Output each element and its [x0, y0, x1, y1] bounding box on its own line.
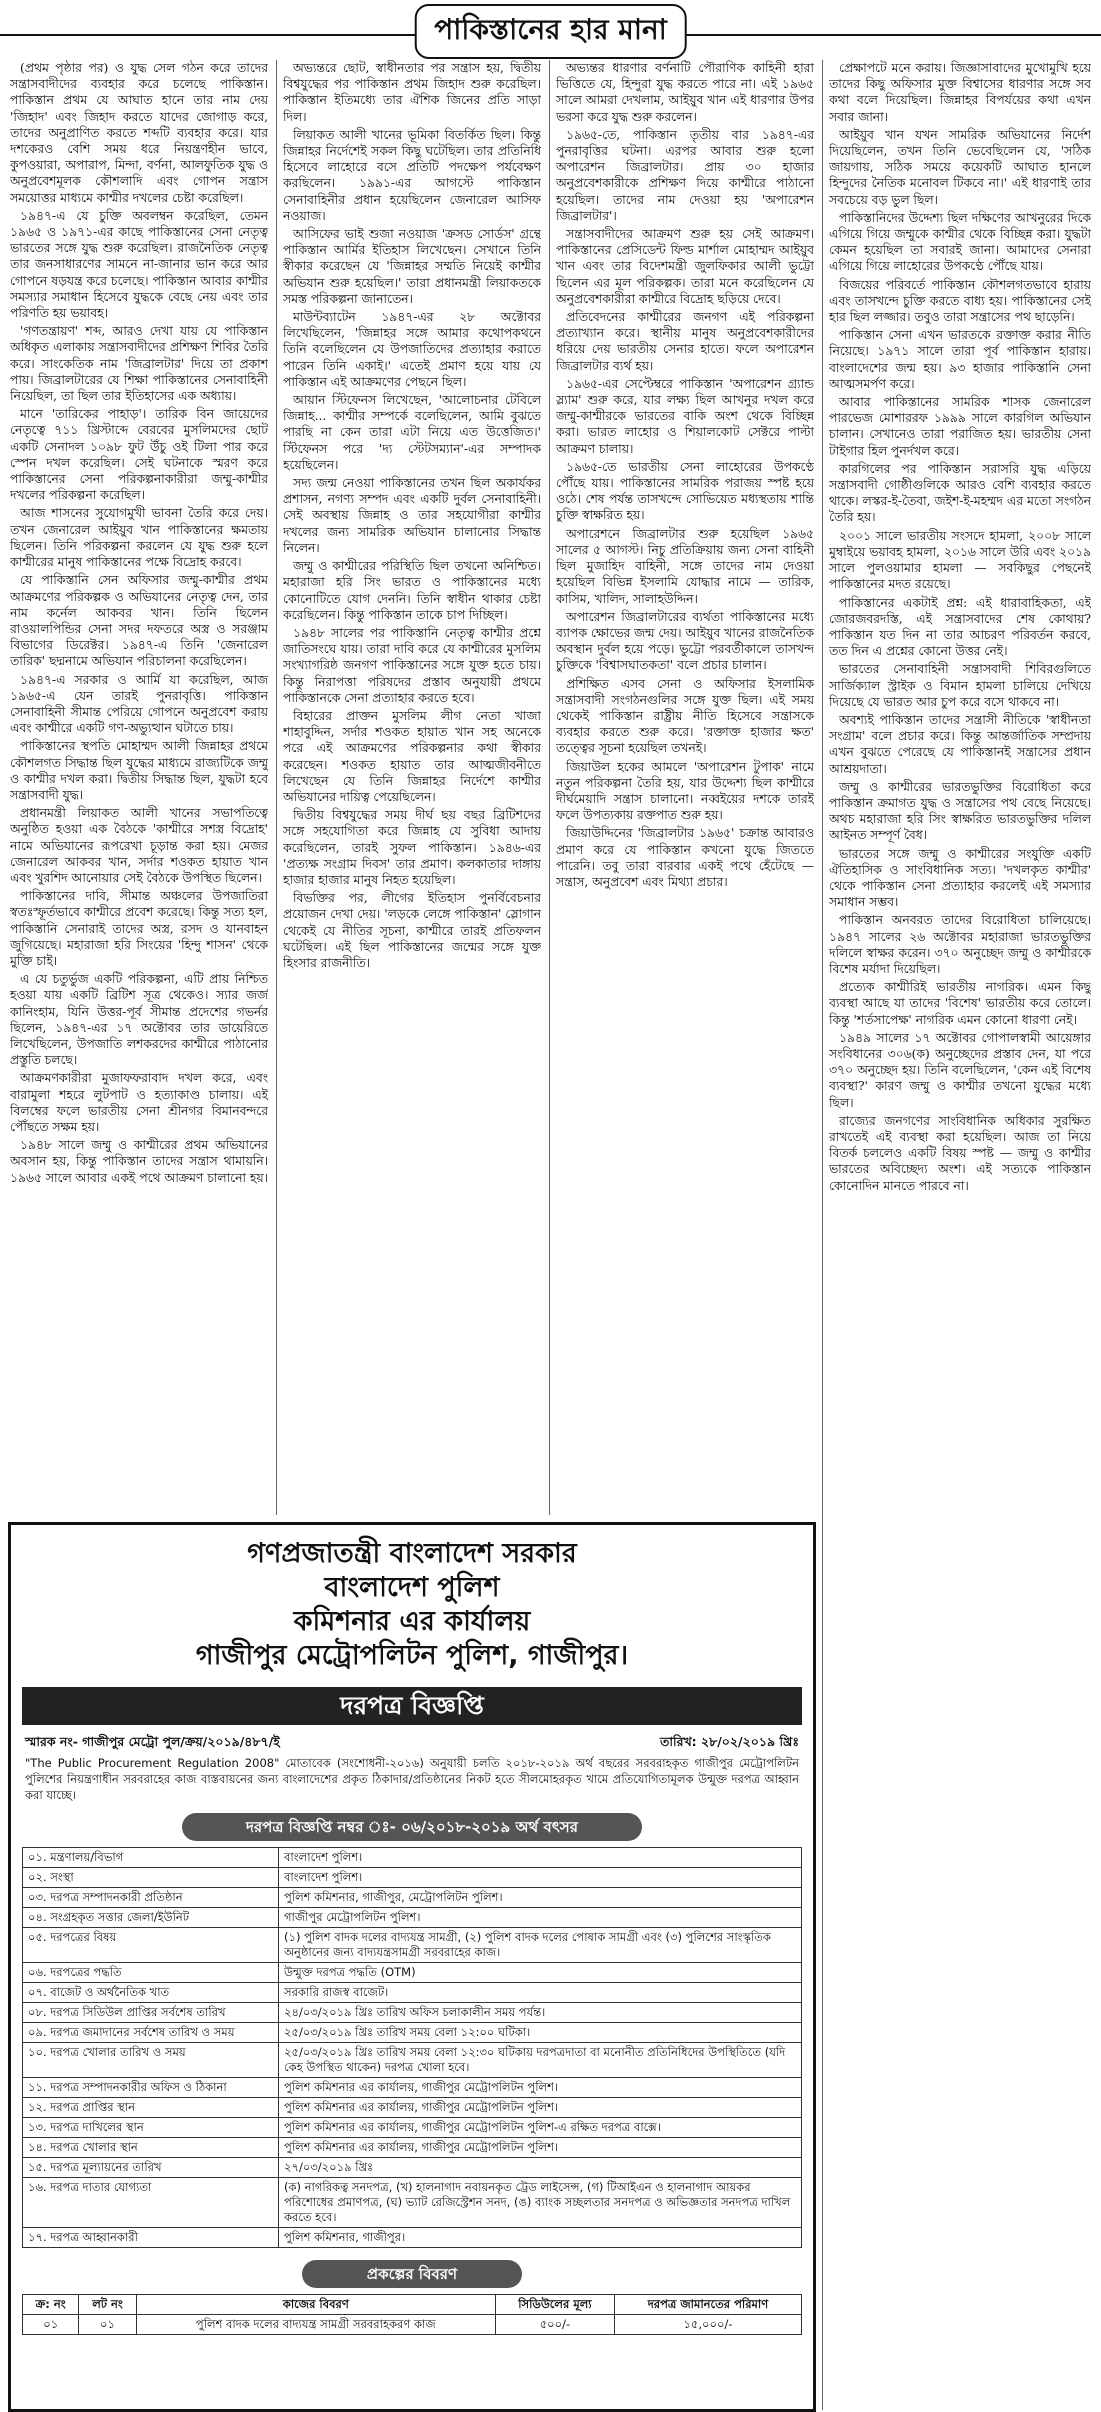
tender-details-table [22, 1847, 802, 2248]
article-paragraph: পাকিস্তান সেনা এখন ভারতকে রক্তাক্ত করার নীতি নিয়েছে। ১৯৭১ সালে তারা পূর্ব পাকিস্তান হারায়। বাংলাদেশের জন্ম হয়। ৯৩ হাজার পাকিস্তানি সেনা আত্মসমর্পণ করে। [829, 328, 1091, 391]
column-header: সিডিউলের মূল্য [495, 2295, 614, 2315]
row-value: পুলিশ কমিশনার এর কার্যালয়, গাজীপুর মেট্রোপলিটন পুলিশ। [279, 2078, 802, 2098]
table-row [23, 1908, 802, 1928]
table-row [23, 1848, 802, 1868]
article-paragraph: রাজ্যের জনগণের সাংবিধানিক অধিকার সুরক্ষিত রাখতেই এই ব্যবস্থা করা হয়েছিল। আজ তা নিয়ে বিতর্ক চললেও একটি বিষয় স্পষ্ট — জম্মু ও কাশ্মীর ভারতের অবিচ্ছেদ্য অংশ। এই সত্যকে পাকিস্তান কোনোদিন মানতে পারবে না। [829, 1113, 1091, 1193]
article-paragraph: আজ শাসনের সুযোগমুখী ভাবনা তৈরি করে দেয়। তখন জেনারেল আইয়ুব খান পাকিস্তানের ক্ষমতায় ছিলেন। তিনি পরিকল্পনা করলেন যে যুদ্ধ শুরু হলে কাশ্মীরের মানুষ পাকিস্তানের পক্ষে বিদ্রোহ করবে। [10, 506, 268, 570]
article-paragraph: জিয়াউল হকের আমলে 'অপারেশন টুপাক' নামে নতুন পরিকল্পনা তৈরি হয়, যার উদ্দেশ্য ছিল কাশ্মীরে দীর্ঘমেয়াদি সন্ত্রাস চালানো। নব্বইয়ের দশকে তারই ফলে উপত্যকায় রক্তপাত শুরু হয়। [556, 759, 814, 823]
page-title: পাকিস্তানের হার মানা [414, 4, 687, 59]
row-value: পুলিশ কমিশনার এর কার্যালয়, গাজীপুর মেট্রোপলিটন পুলিশ-এ রক্ষিত দরপত্র বাক্সে। [279, 2118, 802, 2138]
article-paragraph: সদ্য জন্ম নেওয়া পাকিস্তানের তখন ছিল অকার্যকর প্রশাসন, নগণ্য সম্পদ এবং একটি দুর্বল সেনাবাহিনী। সেই অবস্থায় জিন্নাহ ও তার সহযোগীরা কাশ্মীর দখলের জন্য সামরিক অভিযান চালানোর সিদ্ধান্ত নিলেন। [283, 476, 541, 555]
table-cell: ১৫,০০০/- [614, 2315, 801, 2335]
article-paragraph: ১৯৪৭-এ সরকার ও আর্মি যা করেছিল, আজ ১৯৬৫-এ যেন তারই পুনরাবৃত্তি। পাকিস্তান সেনাবাহিনী সীমান্ত পেরিয়ে গোপনে অনুপ্রবেশ করায় এবং কাশ্মীরে একটি গণ-অভ্যুত্থান ঘটাতে চায়। [10, 672, 268, 736]
notice-banner: দরপত্র বিজ্ঞপ্তি [22, 1687, 802, 1725]
article-paragraph: ২০০১ সালে ভারতীয় সংসদে হামলা, ২০০৮ সালে মুম্বাইয়ে ভয়াবহ হামলা, ২০১৬ সালে উরি এবং ২০১৯ সালে পুলওয়ামার হামলা — সবকিছুর পেছনেই পাকিস্তানের মদত রয়েছে। [829, 528, 1091, 592]
column-divider [822, 60, 823, 2410]
article-paragraph: অভ্যন্তর ধারণার বর্ণনাটি পৌরাণিক কাহিনী হারা ভিত্তিতে যে, হিন্দুরা যুদ্ধ করতে পারে না। এই ১৯৬৫ সালে আমরা দেখলাম, আইয়ুব খান এই ধারণার উপর ভরসা করে যুদ্ধ শুরু করলেন। [556, 61, 814, 124]
notice-number: দরপত্র বিজ্ঞপ্তি নম্বর ঃ- ০৬/২০১৮-২০১৯ অর্থ বৎসর [182, 1813, 642, 1841]
article-paragraph: ১৯৬৫-এর সেপ্টেম্বরে পাকিস্তান 'অপারেশন গ্র্যান্ড স্ল্যাম' শুরু করে, যার লক্ষ্য ছিল আখনুর দখল করে জম্মু-কাশ্মীরকে ভারতের বাকি অংশ থেকে বিচ্ছিন্ন করা। ভারত লাহোর ও শিয়ালকোট সেক্টরে পাল্টা আক্রমণ চালায়। [556, 376, 814, 456]
article-paragraph: ১৯৪৮ সালের পর পাকিস্তানি নেতৃত্ব কাশ্মীর প্রশ্নে জাতিসংঘে যায়। তারা দাবি করে যে কাশ্মীরের মুসলিম সংখ্যাগরিষ্ঠ জনগণ পাকিস্তানের সঙ্গে যুক্ত হতে চায়। কিন্তু নিরাপত্তা পরিষদের প্রস্তাব অনুযায়ী প্রথমে পাকিস্তানকে সেনা প্রত্যাহার করতে হবে। [283, 625, 541, 705]
column-header: ক্র: নং [23, 2295, 79, 2315]
article-column-4 [829, 60, 1091, 2410]
table-row [23, 2158, 802, 2178]
article-paragraph: ১৯৪৯ সালের ১৭ অক্টোবর গোপালস্বামী আয়েঙ্গার সংবিধানের ৩০৬(ক) অনুচ্ছেদের প্রস্তাব দেন, যা পরে ৩৭০ অনুচ্ছেদ হয়। তিনি বলেছিলেন, 'কেন এই বিশেষ ব্যবস্থা?' কারণ জম্মু ও কাশ্মীর তখনো যুদ্ধের মধ্যে ছিল। [829, 1030, 1091, 1110]
row-label: ১২. দরপত্র প্রাপ্তির স্থান [23, 2098, 279, 2118]
table-row [23, 1928, 802, 1963]
table-row [23, 2098, 802, 2118]
article-paragraph: পাকিস্তানিদের উদ্দেশ্য ছিল দক্ষিণের আখনুরের দিকে এগিয়ে গিয়ে জম্মুকে কাশ্মীর থেকে বিচ্ছিন্ন করা। যুদ্ধটা কেমন হয়েছিল তা সবারই জানা। আমাদের সেনারা এগিয়ে গিয়ে লাহোরের উপকণ্ঠে পৌঁছে যায়। [829, 210, 1091, 274]
article-paragraph: জম্মু ও কাশ্মীরের পরিস্থিতি ছিল তখনো অনিশ্চিত। মহারাজা হরি সিং ভারত ও পাকিস্তানের মধ্যে কোনোটিতে যোগ দেননি। তিনি স্বাধীন থাকার চেষ্টা করেছিলেন। কিন্তু পাকিস্তান তাকে চাপ দিচ্ছিল। [283, 559, 541, 622]
row-value: গাজীপুর মেট্রোপলিটন পুলিশ। [279, 1908, 802, 1928]
row-label: ১৩. দরপত্র দাখিলের স্থান [23, 2118, 279, 2138]
row-value: উন্মুক্ত দরপত্র পদ্ধতি (OTM) [279, 1963, 802, 1983]
row-value: বাংলাদেশ পুলিশ। [279, 1868, 802, 1888]
notice-address: গাজীপুর মেট্রোপলিটন পুলিশ, গাজীপুর। [195, 1640, 629, 1671]
article-paragraph: ১৯৬৫-তে, পাকিস্তান তৃতীয় বার ১৯৪৭-এর পুনরাবৃত্তির ঘটনা। এরপর আবার শুরু হলো অপারেশন জিব্রালটার। প্রায় ৩০ হাজার অনুপ্রবেশকারীকে প্রশিক্ষণ দিয়ে কাশ্মীরে পাঠানো হয়েছিল। তাদের নাম দেওয়া হয় 'অপারেশন জিব্রালটার'। [556, 127, 814, 223]
row-label: ০২. সংস্থা [23, 1868, 279, 1888]
notice-intro: "The Public Procurement Regulation 2008" মোতাবেক (সংশোধনী-২০১৬) অনুযায়ী চলতি ২০১৮-২০১৯ অর্থ বছরের সরবরাহকৃত গাজীপুর মেট্রোপলিটন পুলিশের নিয়ন্ত্রণাধীন সরবরাহের কাজ বাস্তবায়নের জন্য বাংলাদেশের প্রকৃত ঠিকাদার/প্রতিষ্ঠানের নিকট হতে সীলমোহরকৃত খামে প্রতিযোগিতামূলক উন্মুক্ত দরপত্র আহ্বান করা যাচ্ছে। [25, 1756, 799, 1802]
article-paragraph: ভারতের সঙ্গে জম্মু ও কাশ্মীরের সংযুক্তি একটি ঐতিহাসিক ও সাংবিধানিক সত্য। 'দখলকৃত কাশ্মীর' থেকে পাকিস্তান সেনা প্রত্যাহার করলেই এই সমস্যার সমাধান সম্ভব। [829, 846, 1091, 910]
notice-department: বাংলাদেশ পুলিশ [324, 1572, 500, 1603]
article-paragraph: পাকিস্তান অনবরত তাদের বিরোধিতা চালিয়েছে। ১৯৪৭ সালের ২৬ অক্টোবর মহারাজা ভারতভুক্তির দলিলে স্বাক্ষর করেন। ৩৭০ অনুচ্ছেদ জম্মু ও কাশ্মীরকে বিশেষ মর্যাদা দিয়েছিল। [829, 913, 1091, 976]
article-columns [10, 60, 1091, 1515]
article-column-2 [283, 60, 541, 1515]
article-paragraph: বিহারের প্রাক্তন মুসলিম লীগ নেতা খাজা শাহাবুদ্দিন, সর্দার শওকত হায়াত খান সহ অনেকে পরে এই আক্রমণের পরিকল্পনার কথা স্বীকার করেছেন। শওকত হায়াত তার আত্মজীবনীতে লিখেছেন যে তিনি জিন্নাহর নির্দেশে কাশ্মীর অভিযানের দায়িত্ব পেয়েছিলেন। [283, 708, 541, 804]
article-paragraph: ১৯৬৫-তে ভারতীয় সেনা লাহোরের উপকণ্ঠে পৌঁছে যায়। পাকিস্তানের সামরিক পরাজয় স্পষ্ট হয়ে ওঠে। শেষ পর্যন্ত তাসখন্দে সোভিয়েত মধ্যস্থতায় শান্তি চুক্তি স্বাক্ষরিত হয়। [556, 459, 814, 523]
article-column-3 [556, 60, 814, 1515]
article-paragraph: বিভক্তির পর, লীগের ইতিহাস পুনর্বিবেচনার প্রয়োজন দেখা দেয়। 'লড়কে লেঙ্গে পাকিস্তান' স্লোগান থেকেই যে নীতির সূচনা, কাশ্মীরে তারই প্রতিফলন ঘটেছিল। এই ছিল পাকিস্তানের জন্মের সঙ্গে যুক্ত হিংসার রাজনীতি। [283, 891, 541, 970]
row-label: ০৩. দরপত্র সম্পাদনকারী প্রতিষ্ঠান [23, 1888, 279, 1908]
article-paragraph: কারগিলের পর পাকিস্তান সরাসরি যুদ্ধ এড়িয়ে সন্ত্রাসবাদী গোষ্ঠীগুলিকে আরও বেশি ব্যবহার করতে থাকে। লস্কর-ই-তৈবা, জইশ-ই-মহম্মদ এর মতো সংগঠন তৈরি হয়। [829, 461, 1091, 525]
article-paragraph: প্রধানমন্ত্রী লিয়াকত আলী খানের সভাপতিত্বে অনুষ্ঠিত হওয়া এক বৈঠকে 'কাশ্মীরে সশস্ত্র বিদ্রোহ' নামে অভিযানের রূপরেখা চূড়ান্ত করা হয়। মেজর জেনারেল আকবর খান, সর্দার শওকত হায়াত খান এবং খুরশিদ আনোয়ার সেই বৈঠকে উপস্থিত ছিলেন। [10, 806, 268, 885]
row-value: (ক) নাগরিকত্ব সনদপত্র, (খ) হালনাগাদ নবায়নকৃত ট্রেড লাইসেন্স, (গ) টিআইএন ও হালনাগাদ আয়কর পরিশোধের প্রমাণপত্র, (ঘ) ভ্যাট রেজিস্ট্রেশন সনদ, (ঙ) ব্যাংক সচ্ছলতার সনদপত্র ও অভিজ্ঞতার সনদপত্র দাখিল করতে হবে। [279, 2178, 802, 2228]
column-divider [276, 60, 277, 1515]
row-value: ২৪/০৩/২০১৯ খ্রিঃ তারিখ অফিস চলাকালীন সময় পর্যন্ত। [279, 2003, 802, 2023]
table-row [23, 1868, 802, 1888]
table-cell: ০১ [79, 2315, 136, 2335]
table-row [23, 2023, 802, 2043]
row-value: পুলিশ কমিশনার, গাজীপুর, মেট্রোপলিটন পুলিশ। [279, 1888, 802, 1908]
article-paragraph: ১৯৪৮ সালে জম্মু ও কাশ্মীরের প্রথম অভিযানের অবসান হয়, কিন্তু পাকিস্তান তাদের সন্ত্রাস থামায়নি। ১৯৬৫ সালে আবার একই পথে আক্রমণ চালানো হয়। [10, 1138, 268, 1185]
article-paragraph: আসিফের ভাই শুজা নওয়াজ 'ক্রসড সোর্ডস' গ্রন্থে পাকিস্তান আর্মির ইতিহাস লিখেছেন। সেখানে তিনি স্বীকার করেছেন যে 'জিন্নাহর সম্মতি নিয়েই কাশ্মীর অভিযান শুরু হয়েছিল।' তারা প্রধানমন্ত্রী লিয়াকতকে সমস্ত পরিকল্পনা জানাতেন। [283, 227, 541, 306]
memo-number: স্মারক নং- গাজীপুর মেট্রো পুল/ক্রয়/২০১৯/৪৮৭/ই [25, 1734, 280, 1749]
article-paragraph: অভ্যন্তরে ছোট, স্বাধীনতার পর সন্ত্রাস হয়, দ্বিতীয় বিশ্বযুদ্ধের পর পাকিস্তান প্রথম জিহাদ শুরু করেছিল। পাকিস্তান ইতিমধ্যে তার ঐশিক জিনের প্রতি সাড়া দিল। [283, 61, 541, 124]
article-paragraph: (প্রথম পৃষ্ঠার পর) ও যুদ্ধ সেল গঠন করে তাদের সন্ত্রাসবাদীদের ব্যবহার করে চলেছে পাকিস্তান। পাকিস্তান প্রথম যে আঘাত হানে তার নাম দেয় 'জিহাদ' এবং জিহাদ করতে যাদের জোগাড় করে, তাদের অনুপ্রাণিত করতে শব্দটি ব্যবহার করে। যার দশকেরও বেশি সময় ধরে নিয়ন্ত্রণহীন ভাবে, কুপওয়ারা, অপারাপ, মিন্দা, বর্ণনা, আলফুতিক যুদ্ধ ও অনুপ্রবেশমূলক কৌশলাদি এবং গোপন সন্ত্রাস সময়োত্তর মাধ্যমে কাশ্মীর দখলের চেষ্টা করেছিল। [10, 61, 268, 205]
table-row [23, 2118, 802, 2138]
row-value: পুলিশ কমিশনার, গাজীপুর। [279, 2228, 802, 2248]
row-label: ১৫. দরপত্র মূল্যায়নের তারিখ [23, 2158, 279, 2178]
article-paragraph: এ যে চতুর্ভুজ একটি পরিকল্পনা, এটি প্রায় নিশ্চিত হওয়া যায় একটি ব্রিটিশ সূত্র থেকেও। স্যার জর্জ কানিংহাম, যিনি উত্তর-পূর্ব সীমান্ত প্রদেশের গভর্নর ছিলেন, ১৯৪৭-এর ১৭ অক্টোবর তার ডায়েরিতে লিখেছিলেন, উপজাতি লশকরদের কাশ্মীরে পাঠানোর প্রস্তুতি চলছে। [10, 972, 268, 1068]
tender-notice [8, 1522, 816, 2412]
table-cell: ০১ [23, 2315, 79, 2335]
article-paragraph: প্রতিবেদনের কাশ্মীরের জনগণ এই পরিকল্পনা প্রত্যাখ্যান করে। স্থানীয় মানুষ অনুপ্রবেশকারীদের ধরিয়ে দেয় ভারতীয় সেনার হাতে। ফলে অপারেশন জিব্রালটার ব্যর্থ হয়। [556, 310, 814, 373]
article-paragraph: লিয়াকত আলী খানের ভূমিকা বিতর্কিত ছিল। কিন্তু জিন্নাহর নির্দেশেই সকল কিছু ঘটেছিল। তার প্রতিনিধি হিসেবে লাহোরে বসে প্রতিটি পদক্ষেপ পর্যবেক্ষণ করছিলেন। ১৯৯১-এর আগস্টে পাকিস্তান সেনাবাহিনীর প্রধান হয়েছিলেন জেনারেল আসিফ নওয়াজ। [283, 127, 541, 223]
row-label: ০১. মন্ত্রণালয়/বিভাগ [23, 1848, 279, 1868]
row-value: বাংলাদেশ পুলিশ। [279, 1848, 802, 1868]
table-row [23, 1888, 802, 1908]
notice-ref-line [11, 1733, 813, 1751]
article-paragraph: জিয়াউদ্দিনের 'জিব্রালটার ১৯৬৫' চক্রান্ত আবারও প্রমাণ করে যে পাকিস্তান কখনো যুদ্ধে জিততে পারেনি। তবু তারা বারবার একই পথে হেঁটেছে — সন্ত্রাস, অনুপ্রবেশ এবং মিথ্যা প্রচার। [556, 826, 814, 889]
row-label: ১৬. দরপত্র দাতার যোগ্যতা [23, 2178, 279, 2228]
article-paragraph: 'গণতন্ত্রায়ণ' শব্দ, আরও দেখা যায় যে পাকিস্তান অধিকৃত এলাকায় সন্ত্রাসবাদীদের প্রশিক্ষণ শিবির তৈরি করে। সাংকেতিক নাম 'জিব্রালটার' দিয়ে তা প্রকাশ পায়। জিব্রালটারের যে শিক্ষা পাকিস্তানের সেনাবাহিনী নিয়েছিল, তা ছিল তার ইতিহাসের এক অধ্যায়। [10, 324, 268, 404]
article-column-1 [10, 60, 268, 1515]
notice-office: কমিশনার এর কার্যালয় [293, 1606, 531, 1637]
row-label: ১৪. দরপত্র খোলার স্থান [23, 2138, 279, 2158]
table-row [23, 2043, 802, 2078]
table-row [23, 2003, 802, 2023]
row-value: পুলিশ কমিশনার এর কার্যালয়, গাজীপুর মেট্রোপলিটন পুলিশ। [279, 2098, 802, 2118]
row-value: ২৫/০৩/২০১৯ খ্রিঃ তারিখ সময় বেলা ১২:৩০ ঘটিকায় দরপত্রদাতা বা মনোনীত প্রতিনিধিদের উপস্থিতিতে (যদি কেহ উপস্থিত থাকেন) দরপত্র খোলা হবে। [279, 2043, 802, 2078]
row-label: ০৮. দরপত্র সিডিউল প্রাপ্তির সর্বশেষ তারিখ [23, 2003, 279, 2023]
article-paragraph: পাকিস্তানের একটাই প্রশ্ন: এই ধারাবাহিকতা, এই জোরজবরদস্তি, এই সন্ত্রাসবাদের শেষ কোথায়? পাকিস্তান যত দিন না তার আচরণ পরিবর্তন করবে, তত দিন এ প্রশ্নের কোনো উত্তর নেই। [829, 595, 1091, 659]
table-cell: পুলিশ বাদক দলের বাদ্যযন্ত্র সামগ্রী সরবরাহকরণ কাজ [136, 2315, 495, 2335]
table-row [23, 2178, 802, 2228]
article-paragraph: মাউন্টব্যাটেন ১৯৪৭-এর ২৮ অক্টোবর লিখেছিলেন, 'জিন্নাহর সঙ্গে আমার কথোপকথনে তিনি বলেছিলেন যে উপজাতিদের প্রত্যাহার করাতে পারেন তিনি একাই।' এতেই প্রমাণ হয়ে যায় যে পাকিস্তান এই আক্রমণের পেছনে ছিল। [283, 310, 541, 389]
article-paragraph: দ্বিতীয় বিশ্বযুদ্ধের সময় দীর্ঘ ছয় বছর ব্রিটিশদের সঙ্গে সহযোগিতা করে জিন্নাহ যে সুবিধা আদায় করেছিলেন, তারই সুফল পাকিস্তান। ১৯৪৬-এর 'প্রত্যক্ষ সংগ্রাম দিবস' তার প্রমাণ। কলকাতার দাঙ্গায় হাজার হাজার মানুষ নিহত হয়েছিল। [283, 808, 541, 887]
article-paragraph: অপারেশনে জিব্রালটার শুরু হয়েছিল ১৯৬৫ সালের ৫ আগস্ট। নিচু প্রতিক্রিয়ায় জন্য সেনা বাহিনী ছিল মুজাহিদ বাহিনী, সঙ্গে তাদের নাম দেওয়া হয়েছিল বিভিন্ন ইসলামি যোদ্ধার নামে — তারিক, কাসিম, খালিদ, সালাহউদ্দিন। [556, 526, 814, 606]
row-label: ১১. দরপত্র সম্পাদনকারীর অফিস ও ঠিকানা [23, 2078, 279, 2098]
article-paragraph: পাকিস্তানের দাবি, সীমান্ত অঞ্চলের উপজাতিরা স্বতঃস্ফূর্তভাবে কাশ্মীরে প্রবেশ করেছে। কিন্তু সত্য হল, পাকিস্তানি সেনারাই তাদের অস্ত্র, রসদ ও যানবাহন জুগিয়েছে। মহারাজা হরি সিংয়ের 'হিন্দু শাসন' থেকে মুক্তি চাই। [10, 889, 268, 968]
row-label: ০৪. সংগ্রহকৃত সত্তার জেলা/ইউনিট [23, 1908, 279, 1928]
row-value: ২৭/০৩/২০১৯ খ্রিঃ [279, 2158, 802, 2178]
article-paragraph: প্রশিক্ষিত এসব সেনা ও অফিসার ইসলামিক সন্ত্রাসবাদী সংগঠনগুলির সঙ্গে যুক্ত ছিল। এই সময় থেকেই পাকিস্তান রাষ্ট্রীয় নীতি হিসেবে সন্ত্রাসকে ব্যবহার করতে শুরু করে। 'রক্তাক্ত হাজার ক্ষত' তত্ত্বের সূচনা হয়েছিল তখনই। [556, 676, 814, 756]
article-paragraph: প্রেক্ষাপটে মনে করায়। জিজ্ঞাসাবাদের মুখোমুখি হয়ে তাদের কিছু অফিসার মুক্ত বিশ্বাসের ধারণার সঙ্গে সব কথা বলে দিয়েছিল। জিন্নাহর বিপর্যয়ের কথা এখন সবার জানা। [829, 61, 1091, 124]
row-label: ০৯. দরপত্র জমাদানের সর্বশেষ তারিখ ও সময় [23, 2023, 279, 2043]
article-paragraph: যে পাকিস্তানি সেন অফিসার জম্মু-কাশ্মীর প্রথম আক্রমণের পরিকল্পক ও অভিযানের নেতৃত্ব দেন, তার নাম কর্নেল আকবর খান। তিনি ছিলেন রাওয়ালপিন্ডির সেনা সদর দফতরে অস্ত্র ও সরঞ্জাম বিভাগের ডিরেক্টর। ১৯৪৭-এ তিনি 'জেনারেল তারিক' ছদ্মনামে অভিযান পরিচালনা করেছিলেন। [10, 573, 268, 669]
article-paragraph: মানে 'তারিকের পাহাড়'। তারিক বিন জায়েদের নেতৃত্বে ৭১১ খ্রিস্টাব্দে বেরবের মুসলিমদের ছোট একটি সেনাদল ১০৯৮ ফুট উঁচু ওই টিলা পার করে স্পেন দখল করেছিল। সেই ঘটনাকে স্মরণ করে পাকিস্তানের সেনা পরিকল্পনাকারীরা জম্মু-কাশ্মীর দখলের পরিকল্পনা করেছিল। [10, 407, 268, 503]
row-value: পুলিশ কমিশনার এর কার্যালয়, গাজীপুর মেট্রোপলিটন পুলিশ। [279, 2138, 802, 2158]
notice-date: তারিখ: ২৮/০২/২০১৯ খ্রিঃ [659, 1734, 799, 1749]
row-value: ২৫/০৩/২০১৯ খ্রিঃ তারিখ সময় বেলা ১২:০০ ঘটিকা। [279, 2023, 802, 2043]
row-label: ০৬. দরপত্রের পদ্ধতি [23, 1963, 279, 1983]
project-table [22, 2294, 802, 2335]
table-cell: ৫০০/- [495, 2315, 614, 2335]
table-row [23, 1963, 802, 1983]
article-paragraph: আয়ান স্টিফেনস লিখেছেন, 'আলোচনার টেবিলে জিন্নাহ... কাশ্মীর সম্পর্কে বলেছিলেন, আমি বুঝতে পারছি না কেন তারা এটা নিয়ে এত উত্তেজিত।' স্টিফেনস পরে 'দ্য স্টেটসম্যান'-এর সম্পাদক হয়েছিলেন। [283, 393, 541, 472]
row-label: ১৭. দরপত্র আহ্বানকারী [23, 2228, 279, 2248]
table-row [23, 2078, 802, 2098]
notice-government: গণপ্রজাতন্ত্রী বাংলাদেশ সরকার [247, 1538, 577, 1569]
row-label: ০৭. বাজেট ও অর্থনৈতিক খাত [23, 1983, 279, 2003]
column-header: কাজের বিবরণ [136, 2295, 495, 2315]
row-label: ০৫. দরপত্রের বিষয় [23, 1928, 279, 1963]
page-header [0, 0, 1101, 60]
article-paragraph: সন্ত্রাসবাদীদের আক্রমণ শুরু হয় সেই আক্রমণ। পাকিস্তানের প্রেসিডেন্ট ফিল্ড মার্শাল মোহাম্মদ আইয়ুব খান এবং তার বিদেশমন্ত্রী জুলফিকার আলী ভুট্টো ছিলেন এর মূল পরিকল্পক। তারা মনে করেছিলেন যে অনুপ্রবেশকারীরা কাশ্মীরে বিদ্রোহ ছড়িয়ে দেবে। [556, 227, 814, 306]
table-row [23, 1983, 802, 2003]
notice-header [11, 1525, 813, 1673]
article-paragraph: প্রত্যেক কাশ্মীরিই ভারতীয় নাগরিক। এমন কিছু ব্যবস্থা আছে যা তাদের 'বিশেষ' ভারতীয় করে তোলে। কিন্তু 'শর্তসাপেক্ষ' নাগরিক এমন কোনো ধারণা নেই। [829, 980, 1091, 1027]
article-paragraph: অপারেশন জিব্রালটারের ব্যর্থতা পাকিস্তানের মধ্যে ব্যাপক ক্ষোভের জন্ম দেয়। আইয়ুব খানের রাজনৈতিক অবস্থান দুর্বল হয়ে পড়ে। ভুট্টো পরবর্তীকালে তাসখন্দ চুক্তিকে 'বিশ্বাসঘাতকতা' বলে প্রচার চালান। [556, 609, 814, 673]
row-value: সরকারি রাজস্ব বাজেট। [279, 1983, 802, 2003]
article-paragraph: পাকিস্তানের স্থপতি মোহাম্মদ আলী জিন্নাহর প্রথমে কৌশলগত সিদ্ধান্ত ছিল যুদ্ধের মাধ্যমে রাজ্যটিকে জম্মু ও কাশ্মীর দখল করা। দ্বিতীয় সিদ্ধান্ত ছিল, যুদ্ধটা হবে সন্ত্রাসবাদী যুদ্ধ। [10, 739, 268, 802]
article-paragraph: ভারতের সেনাবাহিনী সন্ত্রাসবাদী শিবিরগুলিতে সার্জিক্যাল স্ট্রাইক ও বিমান হামলা চালিয়ে দেখিয়ে দিয়েছে যে ভারত আর চুপ করে বসে থাকবে না। [829, 662, 1091, 709]
row-label: ১০. দরপত্র খোলার তারিখ ও সময় [23, 2043, 279, 2078]
table-row [23, 2138, 802, 2158]
article-paragraph: আক্রমণকারীরা মুজাফফরাবাদ দখল করে, এবং বারামুলা শহরে লুটপাট ও হত্যাকাণ্ড চালায়। এই বিলম্বের ফলে ভারতীয় সেনা শ্রীনগর বিমানবন্দরে পৌঁছতে সক্ষম হয়। [10, 1071, 268, 1134]
article-paragraph: জম্মু ও কাশ্মীরের ভারতভুক্তির বিরোধিতা করে পাকিস্তান ক্রমাগত যুদ্ধ ও সন্ত্রাসের পথ বেছে নিয়েছে। অথচ মহারাজা হরি সিং স্বাক্ষরিত ভারতভুক্তির দলিল আইনত সম্পূর্ণ বৈধ। [829, 779, 1091, 843]
column-header: লট নং [79, 2295, 136, 2315]
article-paragraph: অবশ্যই পাকিস্তান তাদের সন্ত্রাসী নীতিকে 'স্বাধীনতা সংগ্রাম' বলে প্রচার করে। কিন্তু আন্তর্জাতিক সম্প্রদায় এখন বুঝতে পেরেছে যে পাকিস্তানই সন্ত্রাসের প্রধান আশ্রয়দাতা। [829, 712, 1091, 776]
article-paragraph: আইয়ুব খান যখন সামরিক অভিযানের নির্দেশ দিয়েছিলেন, তখন তিনি ভেবেছিলেন যে, 'সঠিক জায়গায়, সঠিক সময়ে কয়েকটি আঘাত হানলে হিন্দুদের নৈতিক মনোবল টিকবে না।' এই ধারণাই তার সবচেয়ে বড় ভুল ছিল। [829, 127, 1091, 207]
article-paragraph: ১৯৪৭-এ যে চুক্তি অবলম্বন করেছিল, তেমন ১৯৬৫ ও ১৯৭১-এর কাছে পাকিস্তানের সেনা নেতৃত্ব ভারতের সঙ্গে যুদ্ধ শুরু করেছিল। রাজনৈতিক নেতৃত্ব তার জনসাধারণের সামনে না-জানার ভান করে আর গোপনে ষড়যন্ত্র করে চলেছে। পাকিস্তান আবার কাশ্মীর সমস্যার সমাধান হিসেবে যুদ্ধকে বেছে নেয় এবং তার পরিণতি হয় ভয়াবহ। [10, 208, 268, 321]
row-value: (১) পুলিশ বাদক দলের বাদ্যযন্ত্র সামগ্রী, (২) পুলিশ বাদক দলের পোষাক সামগ্রী এবং (৩) পুলিশের সাংস্কৃতিক অনুষ্ঠানের জন্য বাদ্যযন্ত্রসামগ্রী সরবরাহের কাজ। [279, 1928, 802, 1963]
article-paragraph: আবার পাকিস্তানের সামরিক শাসক জেনারেল পারভেজ মোশাররফ ১৯৯৯ সালে কারগিল অভিযান চালান। সেখানেও তারা পরাজিত হয়। ভারতীয় সেনা টাইগার হিল পুনর্দখল করে। [829, 395, 1091, 458]
project-heading: প্রকল্পের বিবরণ [302, 2260, 522, 2288]
column-divider [549, 60, 550, 1515]
table-row [23, 2315, 802, 2335]
table-row [23, 2228, 802, 2248]
column-header: দরপত্র জামানতের পরিমাণ [614, 2295, 801, 2315]
article-paragraph: বিজয়ের পরিবর্তে পাকিস্তান কৌশলগতভাবে হারায় এবং তাসখন্দে চুক্তি করতে বাধ্য হয়। পাকিস্তানের সেই হার ছিল লজ্জার। তবুও তারা সন্ত্রাসের পথ ছাড়েনি। [829, 277, 1091, 325]
